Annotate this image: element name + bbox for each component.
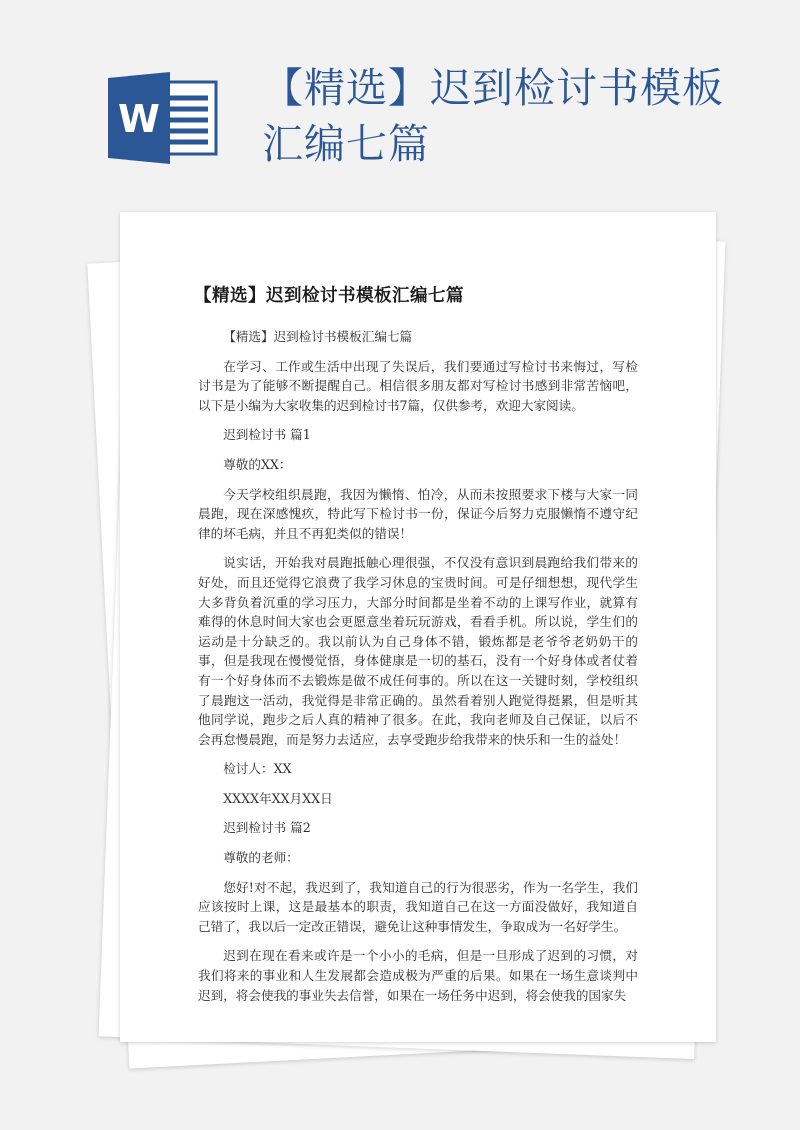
document-paragraph: 检讨人：XX	[223, 761, 292, 777]
document-title: 【精选】迟到检讨书模板汇编七篇	[194, 286, 464, 306]
document-paragraph: 尊敬的老师：	[223, 850, 299, 866]
document-paragraph: 在学习、工作或生活中出现了失误后，我们要通过写检讨书来悔过，写检讨书是为了能够不断提醒自己。相信很多朋友都对写检讨书感到非常苦恼吧，以下是小编为大家收集的迟到检讨书7篇，仅供参考，欢迎大家阅读。	[198, 358, 638, 413]
document-paragraphs	[198, 327, 638, 1005]
page-title: 【精选】迟到检讨书模板汇编七篇	[262, 64, 724, 168]
word-logo-letter: W	[118, 97, 160, 141]
word-logo-graphic	[108, 72, 218, 164]
document-paragraph: 迟到在现在看来或许是一个小小的毛病，但是一旦形成了迟到的习惯，对我们将来的事业和人生发展都会造成极为严重的后果。如果在一场生意谈判中迟到，将会使我的事业失去信誉，如果在一场任务中迟到，将会使我的国家失	[198, 948, 638, 1003]
document-paragraph: 尊敬的XX：	[223, 456, 292, 472]
document-paragraph: XXXX年XX月XX日	[223, 790, 333, 806]
document-paragraph: 迟到检讨书 篇1	[223, 427, 311, 443]
document-page	[120, 212, 716, 1042]
document-body	[194, 282, 638, 1015]
document-paragraph: 今天学校组织晨跑，我因为懒惰、怕冷，从而未按照要求下楼与大家一同晨跑，现在深感愧疚，特此写下检讨书一份，保证今后努力克服懒惰不遵守纪律的坏毛病，并且不再犯类似的错误！	[198, 486, 638, 541]
document-paragraph: 说实话，开始我对晨跑抵触心理很强，不仅没有意识到晨跑给我们带来的好处，而且还觉得它浪费了我学习休息的宝贵时间。可是仔细想想，现代学生大多背负着沉重的学习压力，大部分时间都是坐着不动的上课写作业，就算有难得的休息时间大家也会更愿意坐着玩玩游戏，看看手机。所以说，学生们的运动是十分缺乏的。我以前认为自己身体不错，锻炼都是老爷爷老奶奶干的事，但是我现在慢慢觉悟，身体健康是一切的基石，没有一个好身体或者仗着有一个好身体而不去锻炼是做不成任何事的。所以在这一关键时刻，学校组织了晨跑这一活动，我觉得是非常正确的。虽然看着别人跑觉得挺累，但是听其他同学说，跑步之后人真的精神了很多。在此，我向老师及自己保证，以后不会再怠慢晨跑，而是努力去适应，去享受跑步给我带来的快乐和一生的益处！	[198, 555, 638, 747]
document-paragraph: 迟到检讨书 篇2	[223, 820, 311, 836]
word-document-icon	[108, 72, 218, 164]
document-paragraph: 您好!对不起，我迟到了，我知道自己的行为很恶劣，作为一名学生，我们应该按时上课，这是最基本的职责，我知道自己在这一方面没做好，我知道自己错了，我以后一定改正错误，避免让这种事情发生，争取成为一名好学生。	[198, 879, 638, 934]
document-paragraph: 【精选】迟到检讨书模板汇编七篇	[223, 329, 413, 344]
